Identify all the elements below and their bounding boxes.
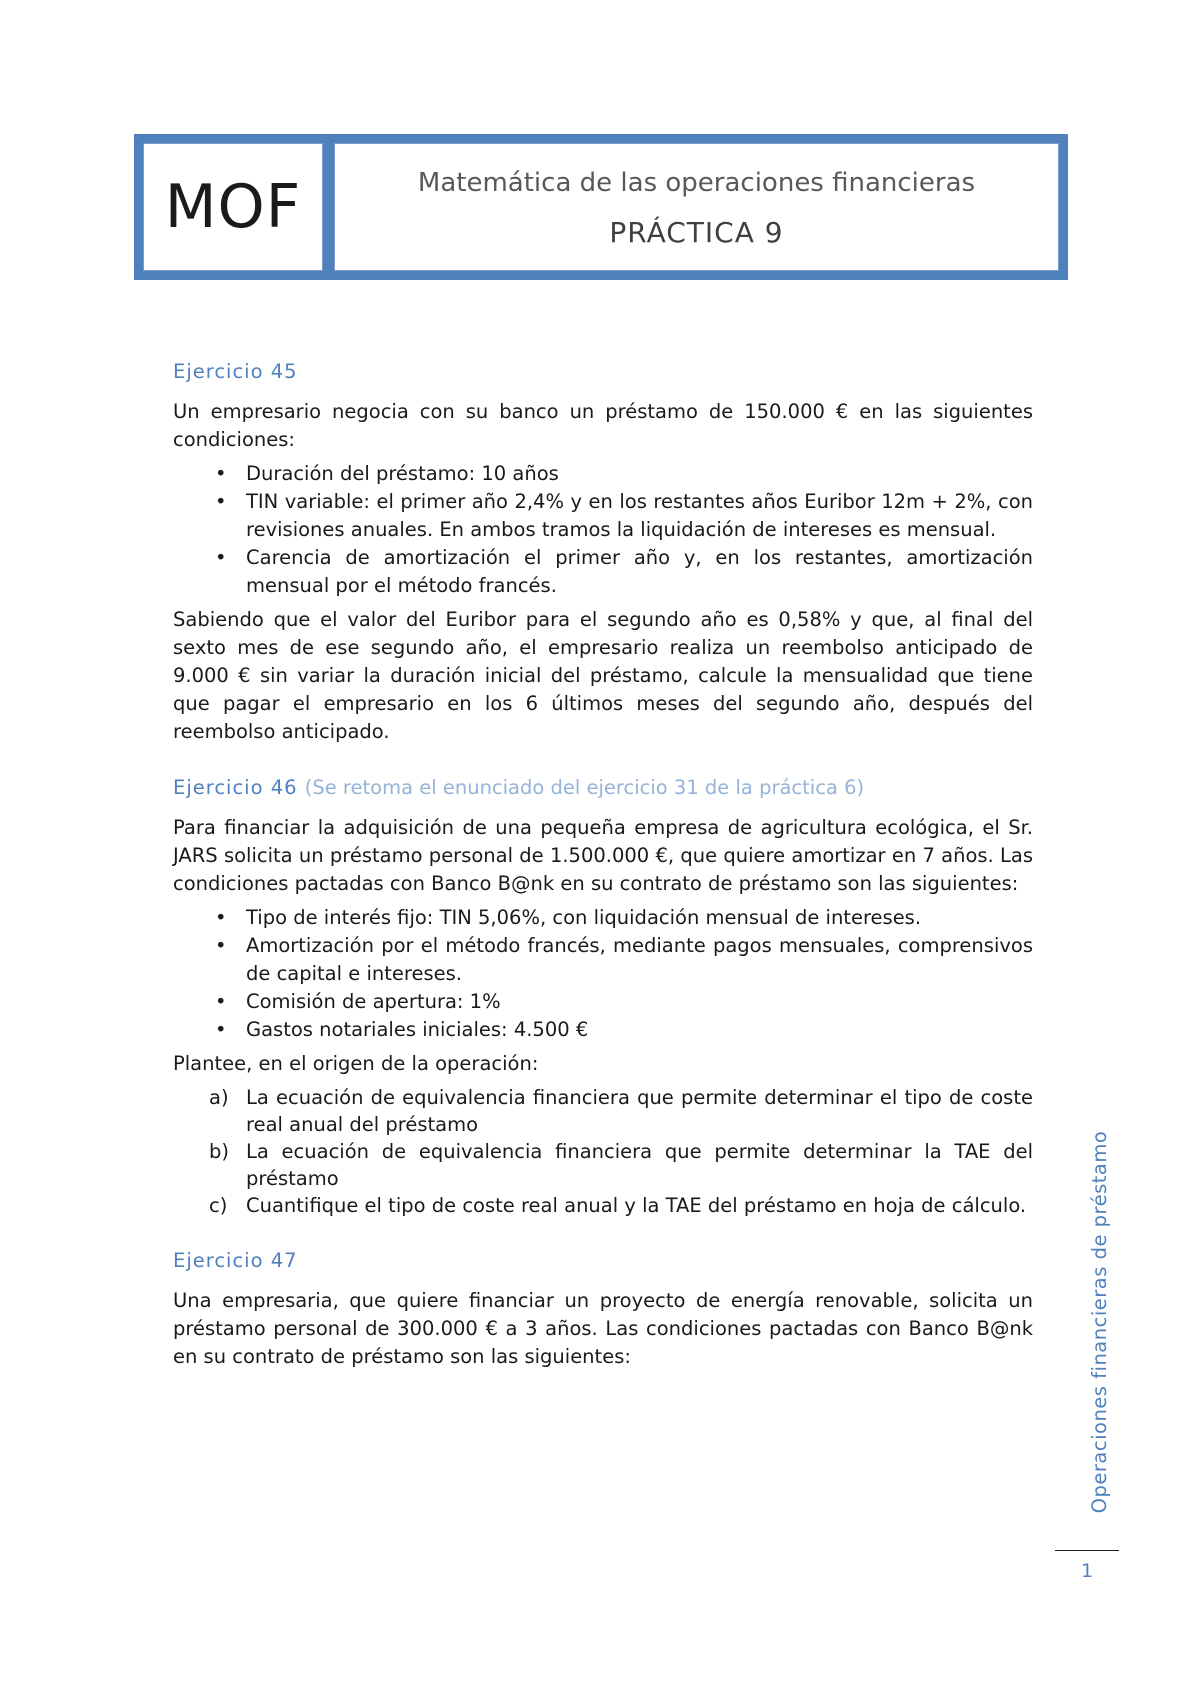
bullet-icon: • [215, 546, 227, 569]
bullet-icon: • [215, 490, 227, 513]
bullet-icon: • [215, 462, 227, 485]
exercise-46-conditions [173, 904, 1033, 1044]
list-item: • Amortización por el método francés, mediante pagos mensuales, comprensivos de capital e intereses. [215, 934, 1033, 985]
practice-title: PRÁCTICA 9 [609, 216, 784, 249]
list-item: c) Cuantifique el tipo de coste real anual y la TAE del préstamo en hoja de cálculo. [209, 1194, 1027, 1217]
course-logo: MOF [164, 172, 302, 242]
exercise-46-intro: Para financiar la adquisición de una pequeña empresa de agricultura ecológica, el Sr. JARS solicita un préstamo personal de 1.500.000 €, que quiere amortizar en 7 años. Las condiciones pactadas con Banco B@nk en su contrato de préstamo son las siguientes: [173, 816, 1033, 895]
title-box [334, 143, 1059, 271]
list-item: • Tipo de interés fijo: TIN 5,06%, con liquidación mensual de intereses. [173, 904, 1033, 932]
exercise-47-intro: Una empresaria, que quiere financiar un proyecto de energía renovable, solicita un préstamo personal de 300.000 € a 3 años. Las condiciones pactadas con Banco B@nk en su contrato de préstamo son las siguientes: [173, 1289, 1033, 1368]
header-banner [134, 134, 1068, 280]
bullet-icon: • [215, 934, 227, 957]
exercise-46-note: (Se retoma el enunciado del ejercicio 31 de la práctica 6) [304, 776, 865, 799]
bullet-icon: • [215, 1018, 227, 1041]
list-item: • Carencia de amortización el primer año y, en los restantes, amortización mensual por el método francés. [215, 546, 1033, 597]
logo-box [143, 143, 323, 271]
section-side-label: Operaciones financieras de préstamo [1088, 1130, 1111, 1514]
bullet-icon: • [215, 990, 227, 1013]
exercise-46-title: Ejercicio 46 (Se retoma el enunciado del ejercicio 31 de la práctica 6) [173, 776, 865, 799]
list-item: • TIN variable: el primer año 2,4% y en los restantes años Euribor 12m + 2%, con revisiones anuales. En ambos tramos la liquidación de intereses es mensual. [215, 490, 1033, 541]
exercise-45-question: Sabiendo que el valor del Euribor para el segundo año es 0,58% y que, al final del sexto mes de ese segundo año, el empresario realiza un reembolso anticipado de 9.000 € sin variar la duración inicial del préstamo, calcule la mensualidad que tiene que pagar el empresario en los 6 últimos meses del segundo año, después del reembolso anticipado. [173, 608, 1033, 743]
list-item: • Gastos notariales iniciales: 4.500 € [173, 1016, 1033, 1044]
exercise-47-title: Ejercicio 47 [173, 1249, 298, 1272]
document-body [173, 358, 1033, 1377]
exercise-45-title: Ejercicio 45 [173, 360, 298, 383]
exercise-45-intro: Un empresario negocia con su banco un préstamo de 150.000 € en las siguientes condiciones: [173, 400, 1033, 451]
list-item: b) La ecuación de equivalencia financiera que permite determinar la TAE del préstamo [209, 1140, 1033, 1190]
list-item: • Duración del préstamo: 10 años [173, 460, 1033, 488]
subject-title: Matemática de las operaciones financieras [417, 168, 976, 198]
footer-divider [1055, 1550, 1119, 1551]
exercise-46-prompt: Plantee, en el origen de la operación: [173, 1052, 539, 1075]
bullet-icon: • [215, 906, 227, 929]
list-item: a) La ecuación de equivalencia financiera que permite determinar el tipo de coste real anual del préstamo [209, 1086, 1033, 1136]
list-item: • Comisión de apertura: 1% [173, 988, 1033, 1016]
exercise-46-questions [173, 1084, 1033, 1219]
exercise-45-conditions [173, 460, 1033, 600]
page-number: 1 [1080, 1560, 1094, 1582]
